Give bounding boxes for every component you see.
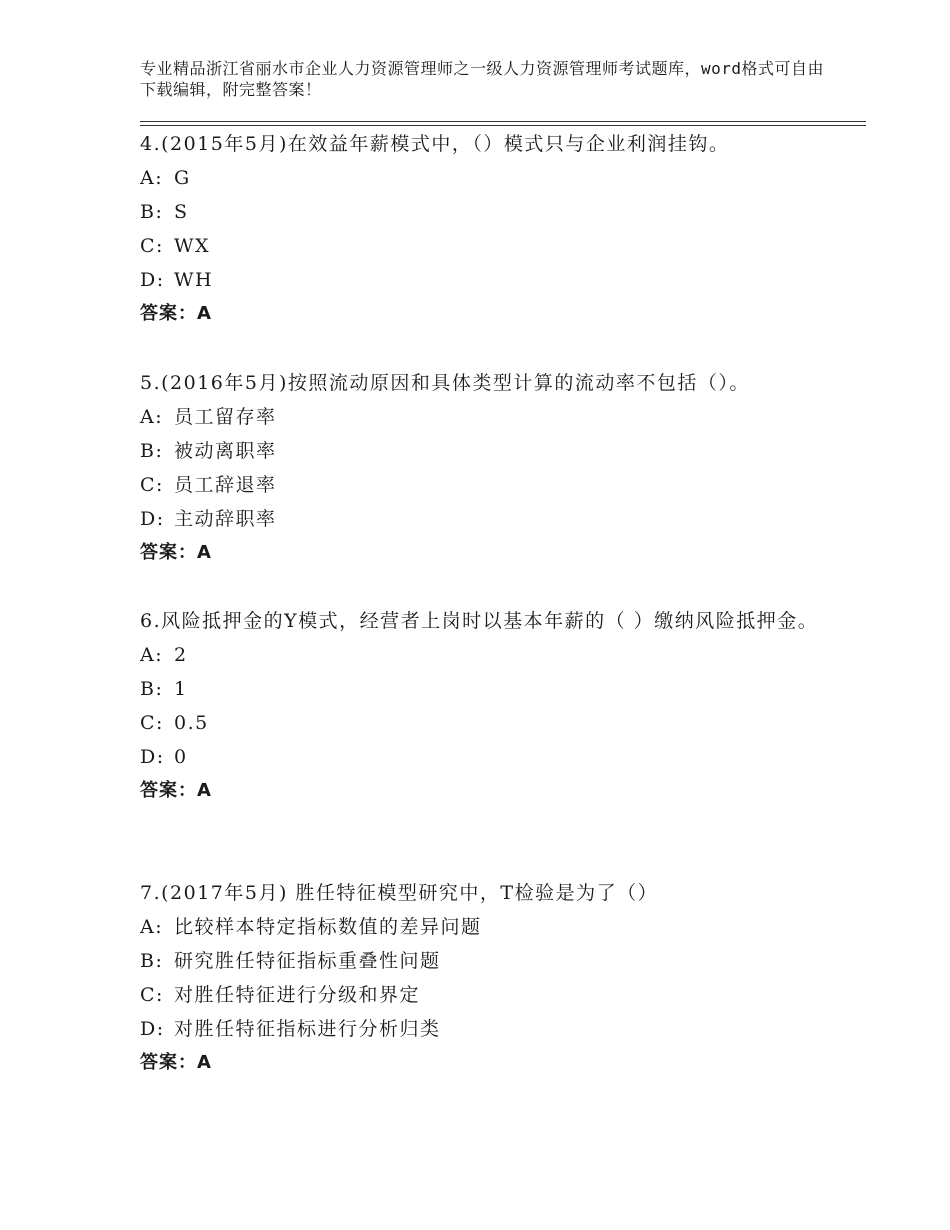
option-key: D: (140, 1018, 165, 1040)
option-key: C: (140, 712, 164, 734)
answer-label: 答案：A (140, 542, 212, 563)
question-stem: 4.(2015年5月)在效益年薪模式中，（）模式只与企业利润挂钩。 (140, 133, 730, 155)
option-text: 研究胜任特征指标重叠性问题 (174, 950, 441, 972)
option-key: C: (140, 474, 164, 496)
option-a (140, 161, 820, 195)
option-d (140, 502, 820, 536)
option-key: B: (140, 201, 164, 223)
question-4 (140, 127, 820, 331)
option-text: S (174, 201, 189, 223)
option-key: B: (140, 678, 164, 700)
option-key: A: (140, 406, 164, 428)
option-text: 2 (174, 644, 188, 666)
option-b (140, 672, 820, 706)
option-key: C: (140, 984, 164, 1006)
option-key: A: (140, 644, 164, 666)
question-stem: 5.(2016年5月)按照流动原因和具体类型计算的流动率不包括（）。 (140, 372, 750, 394)
option-key: B: (140, 950, 164, 972)
option-text: 0.5 (174, 712, 209, 734)
option-text: WH (174, 269, 214, 291)
option-c (140, 978, 820, 1012)
option-b (140, 944, 820, 978)
option-b (140, 434, 820, 468)
option-key: C: (140, 235, 164, 257)
option-c (140, 706, 820, 740)
question-stem: 6.风险抵押金的Y模式，经营者上岗时以基本年薪的（ ）缴纳风险抵押金。 (140, 610, 819, 632)
option-text: 主动辞职率 (174, 508, 277, 530)
option-a (140, 910, 820, 944)
option-key: A: (140, 916, 164, 938)
answer-label: 答案：A (140, 780, 212, 801)
option-key: D: (140, 746, 165, 768)
document-header: 专业精品浙江省丽水市企业人力资源管理师之一级人力资源管理师考试题库，word格式可自由下载编辑，附完整答案！ (140, 59, 825, 99)
question-stem: 7.(2017年5月) 胜任特征模型研究中，T检验是为了（） (140, 882, 659, 904)
header-divider-line-secondary (140, 125, 866, 126)
option-c (140, 468, 820, 502)
option-b (140, 195, 820, 229)
option-d (140, 1012, 820, 1046)
option-text: 员工辞退率 (174, 474, 277, 496)
option-key: D: (140, 269, 165, 291)
question-6 (140, 604, 820, 808)
option-key: D: (140, 508, 165, 530)
option-a (140, 400, 820, 434)
question-5 (140, 366, 820, 570)
option-text: G (174, 167, 191, 189)
answer-label: 答案：A (140, 303, 212, 324)
option-key: A: (140, 167, 164, 189)
option-a (140, 638, 820, 672)
option-text: 1 (174, 678, 188, 700)
option-text: WX (174, 235, 211, 257)
option-text: 比较样本特定指标数值的差异问题 (174, 916, 482, 938)
option-text: 对胜任特征指标进行分析归类 (174, 1018, 441, 1040)
option-key: B: (140, 440, 164, 462)
question-7 (140, 876, 820, 1080)
header-divider-line (140, 121, 866, 122)
option-d (140, 263, 820, 297)
option-text: 员工留存率 (174, 406, 277, 428)
option-text: 0 (174, 746, 188, 768)
option-d (140, 740, 820, 774)
answer-label: 答案：A (140, 1052, 212, 1073)
option-c (140, 229, 820, 263)
option-text: 对胜任特征进行分级和界定 (174, 984, 421, 1006)
option-text: 被动离职率 (174, 440, 277, 462)
